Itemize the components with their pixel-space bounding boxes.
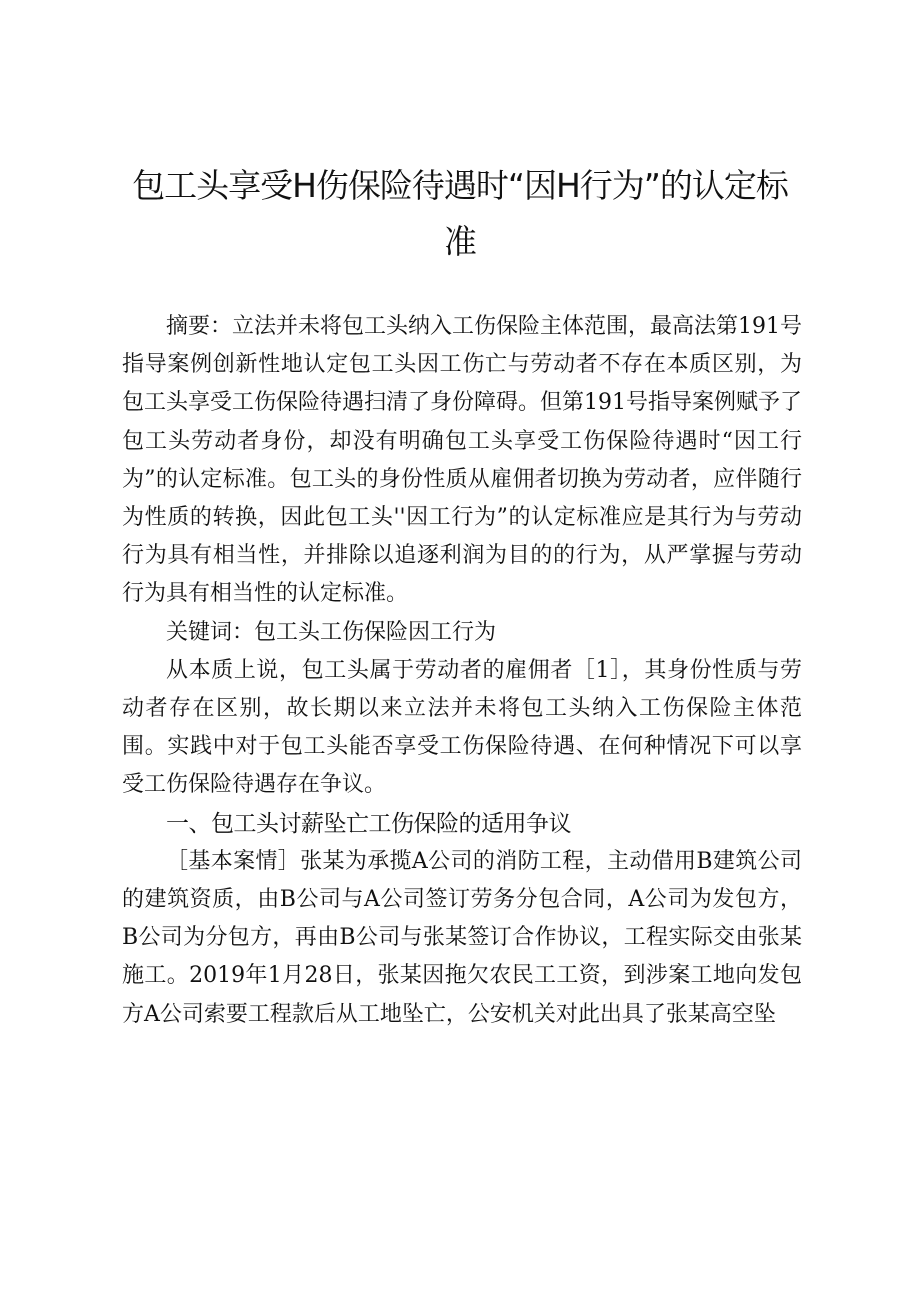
intro-paragraph: 从本质上说，包工头属于劳动者的雇佣者［1］，其身份性质与劳动者存在区别，故长期以来立法并未将包工头纳入工伤保险主体范围。实践中对于包工头能否享受工伤保险待遇、在何种情况下可以享受工伤保险待遇存在争议。 — [122, 657, 802, 798]
document-title: 包工头享受H伤保险待遇时“因H行为”的认定标准 — [132, 166, 788, 261]
keywords-paragraph: 关键词：包工头工伤保险因工行为 — [166, 619, 497, 645]
document-body — [122, 308, 802, 1034]
case-paragraph: ［基本案情］张某为承揽A公司的消防工程，主动借用B建筑公司的建筑资质，由B公司与A公司签订劳务分包合同，A公司为发包方，B公司为分包方，再由B公司与张某签订合作协议，工程实际交由张某施工。2019年1月28日，张某因拖欠农民工工资，到涉案工地向发包方A公司索要工程款后从工地坠亡，公安机关对此出具了张某高空坠 — [122, 848, 802, 1027]
abstract-paragraph: 摘要：立法并未将包工头纳入工伤保险主体范围，最高法第191号指导案例创新性地认定包工头因工伤亡与劳动者不存在本质区别，为包工头享受工伤保险待遇扫清了身份障碍。但第191号指导案例赋予了包工头劳动者身份，却没有明确包工头享受工伤保险待遇时“因工行为”的认定标准。包工头的身份性质从雇佣者切换为劳动者，应伴随行为性质的转换，因此包工头''因工行为”的认定标准应是其行为与劳动行为具有相当性，并排除以追逐利润为目的的行为，从严掌握与劳动行为具有相当性的认定标准。 — [122, 314, 802, 607]
section-heading: 一、包工头讨薪坠亡工伤保险的适用争议 — [166, 810, 571, 837]
